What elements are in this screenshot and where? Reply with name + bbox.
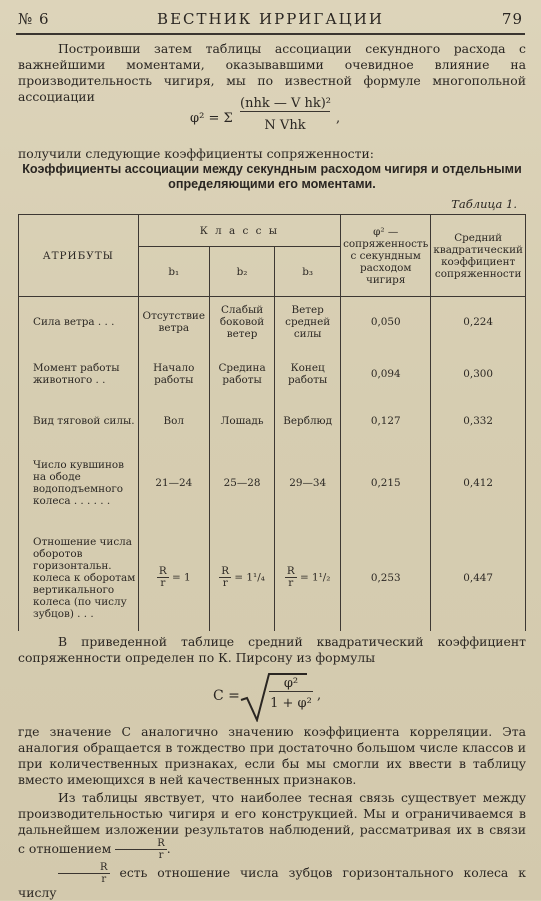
table-row <box>19 401 526 441</box>
row-b1: Вол <box>138 401 209 441</box>
col-b3-header: b₃ <box>275 247 341 297</box>
formula-numerator: (nhk — V hk)² <box>240 96 332 111</box>
running-header <box>18 8 523 30</box>
ratio-fraction: $\frac{R}{r}$ <box>158 565 167 589</box>
row-b3: Конец работы <box>275 347 341 401</box>
table-row <box>19 441 526 525</box>
row-b3: Ветер средней силы <box>275 297 341 347</box>
row-mean: 0,300 <box>431 347 526 401</box>
row-phi: 0,253 <box>341 525 431 631</box>
row-phi: 0,215 <box>341 441 431 525</box>
formula-denominator: N Vhk <box>264 118 306 133</box>
col-attr-header: АТРИБУТЫ <box>19 215 139 297</box>
ratio-fraction: $\frac{R}{r}$ <box>58 862 110 885</box>
row-attr: Вид тяговой силы. <box>19 401 139 441</box>
col-phi-header: φ² — сопряженность с секундным расходом чигиря <box>341 215 431 297</box>
col-b2-header: b₂ <box>209 247 274 297</box>
row-b2: Слабый боковой ветер <box>209 297 274 347</box>
row-b1: Отсутствие ветра <box>138 297 209 347</box>
table-row <box>19 525 526 631</box>
row-phi: 0,127 <box>341 401 431 441</box>
row-attr: Отношение числа оборотов горизонтальн. колеса к оборотам вертикального колеса (по числу зубцов) . . . <box>19 525 139 631</box>
col-classes-header: К л а с с ы <box>138 215 340 247</box>
body-paragraph-3: Из таблицы явствует, что наиболее тесная связь существует между производительностью чигиря и его конструкцией. Мы и ограничиваемся в дальнейшем изложении результатов наблюдений, рассматривая их в связи с отношением $\frac{R}{r}$ . <box>18 790 526 861</box>
row-b2: 25—28 <box>209 441 274 525</box>
row-mean: 0,332 <box>431 401 526 441</box>
row-b1: 21—24 <box>138 441 209 525</box>
row-attr: Момент работы животного . . <box>19 347 139 401</box>
row-b3: $\frac{R}{r}$ = 1¹/₂ <box>275 525 341 631</box>
row-b1: Начало работы <box>138 347 209 401</box>
body-paragraph-4: $\frac{R}{r}$ есть отношение числа зубцов горизонтального колеса к числу <box>18 862 526 900</box>
journal-title: ВЕСТНИК ИРРИГАЦИИ <box>157 10 384 28</box>
issue-number: № 6 <box>18 10 50 28</box>
table-title: Коэффициенты ассоциации между секундным расходом чигиря и отдельными определяющими его моментами. <box>22 162 522 191</box>
body-paragraph-1: В приведенной таблице средний квадратический коэффициент сопряженности определен по К. Пирсону из формулы <box>18 634 526 665</box>
table-row <box>19 347 526 401</box>
col-b1-header: b₁ <box>138 247 209 297</box>
row-b2: Лошадь <box>209 401 274 441</box>
row-b2: Средина работы <box>209 347 274 401</box>
page-number: 79 <box>501 10 523 28</box>
ratio-fraction: $\frac{R}{r}$ <box>221 565 230 589</box>
body-paragraph-2: где значение C аналогично значению коэффициента корреляции. Эта аналогия обращается в тождество при достаточно большом числе классов и при количественных признаках, если бы мы смогли их ввести в таблицу вместо имеющихся в ней качественных признаков. <box>18 724 526 787</box>
intro-paragraph: Построивши затем таблицы ассоциации секундного расхода с важнейшими моментами, оказывавшими очевидное влияние на производительность чигиря, мы по известной формуле многопольной ассоциации <box>18 41 526 104</box>
header-rule <box>16 33 525 35</box>
pearson-formula <box>213 670 323 722</box>
row-attr: Сила ветра . . . <box>19 297 139 347</box>
row-phi: 0,094 <box>341 347 431 401</box>
table-number: Таблица 1. <box>451 197 517 211</box>
formula2-comma: , <box>317 688 322 703</box>
row-attr: Число кувшинов на ободе водоподъемного колеса . . . . . . <box>19 441 139 525</box>
formula2-numerator: φ² <box>269 676 313 692</box>
row-mean: 0,412 <box>431 441 526 525</box>
row-mean: 0,447 <box>431 525 526 631</box>
col-mean-header: Средний квадратический коэффициент сопряженности <box>431 215 526 297</box>
formula-lhs: φ² = Σ <box>190 111 233 126</box>
intro-after: получили следующие коэффициенты сопряженности: <box>18 146 374 161</box>
formula2-denominator: 1 + φ² <box>270 696 312 711</box>
coefficients-table <box>18 214 526 631</box>
formula2-lhs: C = <box>213 688 240 704</box>
row-b3: 29—34 <box>275 441 341 525</box>
ratio-fraction: $\frac{R}{r}$ <box>286 565 295 589</box>
formula-comma: , <box>336 111 341 126</box>
row-phi: 0,050 <box>341 297 431 347</box>
ratio-fraction: $\frac{R}{r}$ <box>115 838 167 861</box>
row-b2: $\frac{R}{r}$ = 1¹/₄ <box>209 525 274 631</box>
table-row <box>19 297 526 347</box>
row-mean: 0,224 <box>431 297 526 347</box>
row-b1: $\frac{R}{r}$ = 1 <box>138 525 209 631</box>
row-b3: Верблюд <box>275 401 341 441</box>
